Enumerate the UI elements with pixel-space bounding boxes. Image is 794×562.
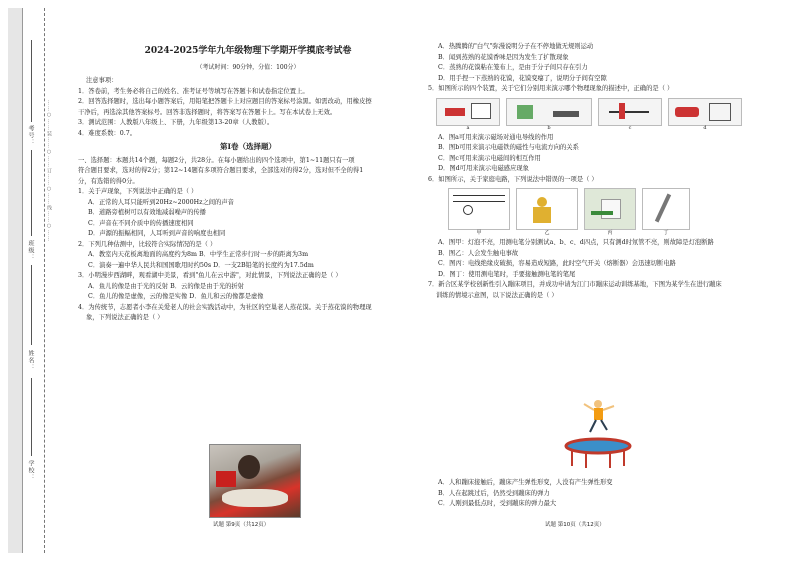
notice-item: 3．测试范围：人教版八年级上、下册，九年级第13-20章（人教版）。: [78, 119, 274, 126]
seal-line: [44, 8, 45, 553]
section-intro: 一、选择题：本题共14个题，每题2分，共28分。在每小题给出的四个选项中，第1~11题只有一项: [78, 156, 355, 164]
option: B．人在起跳过后，仍然受到蹦床的弹力: [438, 489, 550, 497]
option: A．热腾腾的"白气"弥漫说明分子在不停地做无规则运动: [438, 43, 594, 50]
q7-options: [428, 478, 768, 510]
notice-heading: 注意事项：: [86, 77, 118, 84]
class-field-line: [31, 150, 32, 236]
question-stem: 训练的情境示意图，以下说法正确的是（ ）: [436, 291, 558, 299]
section-intro: 分，有选错的得0分。: [78, 177, 139, 185]
question-stem: 1．关于声现象，下列说法中正确的是（ ）: [78, 188, 198, 195]
option: D．用手捏一下蒸熟的花馍，花馍变瘪了，说明分子间有空隙: [438, 74, 607, 82]
option: C．鱼儿的像是虚像，云的像是实像 D．鱼儿和云的像都是虚像: [88, 293, 264, 300]
option: B．图乙：人会发生触电事故: [438, 249, 519, 257]
question-stem: 7．新合区某学校创新性引入蹦床项目，并成功申请为江门市蹦床运动训练基地，下图为某学生在进行蹦床: [428, 281, 722, 288]
binding-strip: [8, 8, 23, 553]
option: C．人刚到最低点时，受到蹦床的弹力最大: [438, 500, 557, 507]
option: C．图丙：电线绝缘皮破损，容易造成短路，此时空气开关（熔断器）会迅速切断电路: [438, 260, 676, 267]
option: D．声源的振幅相同，人耳听到声音的响度也相同: [88, 230, 226, 237]
option: C．演奏一遍中华人民共和国国歌用时约50s D．一支2B铅笔的长度约为17.5dm: [88, 261, 314, 269]
option: A．图甲：灯泡不亮，用测电笔分别测试a、b、c、d四点，只有测d时氖管不亮，则故障是灯泡断路: [438, 239, 714, 246]
notice-item: 4．难度系数：0.7。: [78, 129, 137, 137]
question-stem: 2．下列几种估测中，比较符合实际情况的是（ ）: [78, 240, 217, 248]
name-label: 姓名：: [27, 350, 34, 371]
id-field-line: [31, 40, 32, 122]
page-number-left: 试题 第9页（共12页）: [213, 522, 270, 528]
question-stem: 5．如图所示的四个装置，关于它们分别用来演示哪个物理现象的描述中，正确的是（ ）: [428, 85, 674, 92]
figure-bing: 丙: [584, 188, 636, 230]
exam-subtitle: （考试时间：90分钟，分值：100分）: [196, 64, 300, 71]
school-field-line: [31, 378, 32, 456]
q6-figures: [448, 188, 768, 236]
figure-a: a: [436, 98, 500, 126]
notice-item: 2．回答选择题时，选出每小题答案后，用铅笔把答题卡上对应题目的答案标号涂黑。如需改动，用橡皮擦: [78, 98, 372, 105]
name-field-line: [31, 265, 32, 345]
option: D．图d可用来演示电磁感应现象: [438, 165, 529, 172]
exam-title: 2024-2025学年九年级物理下学期开学摸底考试卷: [144, 46, 352, 56]
option: A．人和蹦床接触后，蹦床产生弹性形变，人没有产生弹性形变: [438, 479, 613, 486]
left-column: [78, 76, 418, 324]
page-number-right: 试题 第10页（共12页）: [545, 522, 605, 528]
q5-figures: [436, 98, 768, 131]
id-label: 考号：: [27, 125, 34, 146]
school-label: 学校：: [27, 460, 34, 481]
figure-jia: 甲: [448, 188, 510, 230]
option: A．正常的人耳只能听到20Hz~2000Hz之间的声音: [88, 198, 234, 206]
option: B．闻到蒸熟的花馍香味是因为发生了扩散现象: [438, 53, 569, 61]
figure-c: c: [598, 98, 662, 126]
question-stem: 4．为传统节，志愿者小李在关爱老人的社会实践活动中，为社区的空巢老人蒸花馍。关于蒸花馍的物理现: [78, 303, 372, 311]
option: C．蒸熟的花馍粘在笼布上，是由于分子间只存在引力: [438, 64, 588, 71]
option: C．声音在不同介质中的传播速度相同: [88, 219, 194, 227]
option: A．鱼儿的像是由于光的反射 B．云的像是由于光的折射: [88, 282, 245, 290]
figure-yi: 乙: [516, 188, 578, 230]
notice-item: 干净后，再选涂其他答案标号。回答非选择题时，将答案写在答题卡上。写在本试卷上无效。: [78, 108, 337, 116]
seal-text: ……○……装……○……订……○……线……○……: [46, 100, 52, 242]
section-title: 第Ⅰ卷（选择题）: [219, 142, 276, 151]
option: D．图丁：使用测电笔时，手要接触测电笔的笔尾: [438, 270, 576, 278]
notice-item: 1．答卷前，考生务必将自己的姓名、准考证号等填写在答题卡和试卷指定位置上。: [78, 87, 309, 95]
figure-b: b: [506, 98, 592, 126]
question-stem: 3．小明漫步西湖畔，观看湖中美景，看到"鱼儿在云中游"，对此情景，下列说法正确的是（ ）: [78, 272, 342, 279]
option: C．图c可用来演示电磁间的相互作用: [438, 154, 541, 162]
option: B．道路旁植树可以有效地减弱噪声的传播: [88, 209, 206, 216]
steamed-bun-photo: [209, 444, 301, 518]
section-intro: 符合题目要求，选对的得2分；第12~14题有多项符合题目要求，全部选对的得2分，选对但不全的得1: [78, 167, 364, 174]
option: A．教室内天花板离地面的高度约为8m B．中学生正常步行时一步的距离为3m: [88, 251, 309, 258]
class-label: 班级：: [27, 240, 34, 261]
figure-d: d: [668, 98, 742, 126]
figure-ding: 丁: [642, 188, 690, 230]
trampoline-figure: [560, 398, 636, 470]
option: B．图b可用来演示电磁铁的磁性与电流方向的关系: [438, 144, 579, 151]
right-column: [428, 42, 768, 301]
question-stem: 6．如图所示，关于家庭电路，下列说法中错误的一项是（ ）: [428, 175, 598, 183]
question-stem: 象，下列说法正确的是（ ）: [86, 314, 164, 321]
option: A．图a可用来演示磁场对通电导线的作用: [438, 133, 554, 141]
